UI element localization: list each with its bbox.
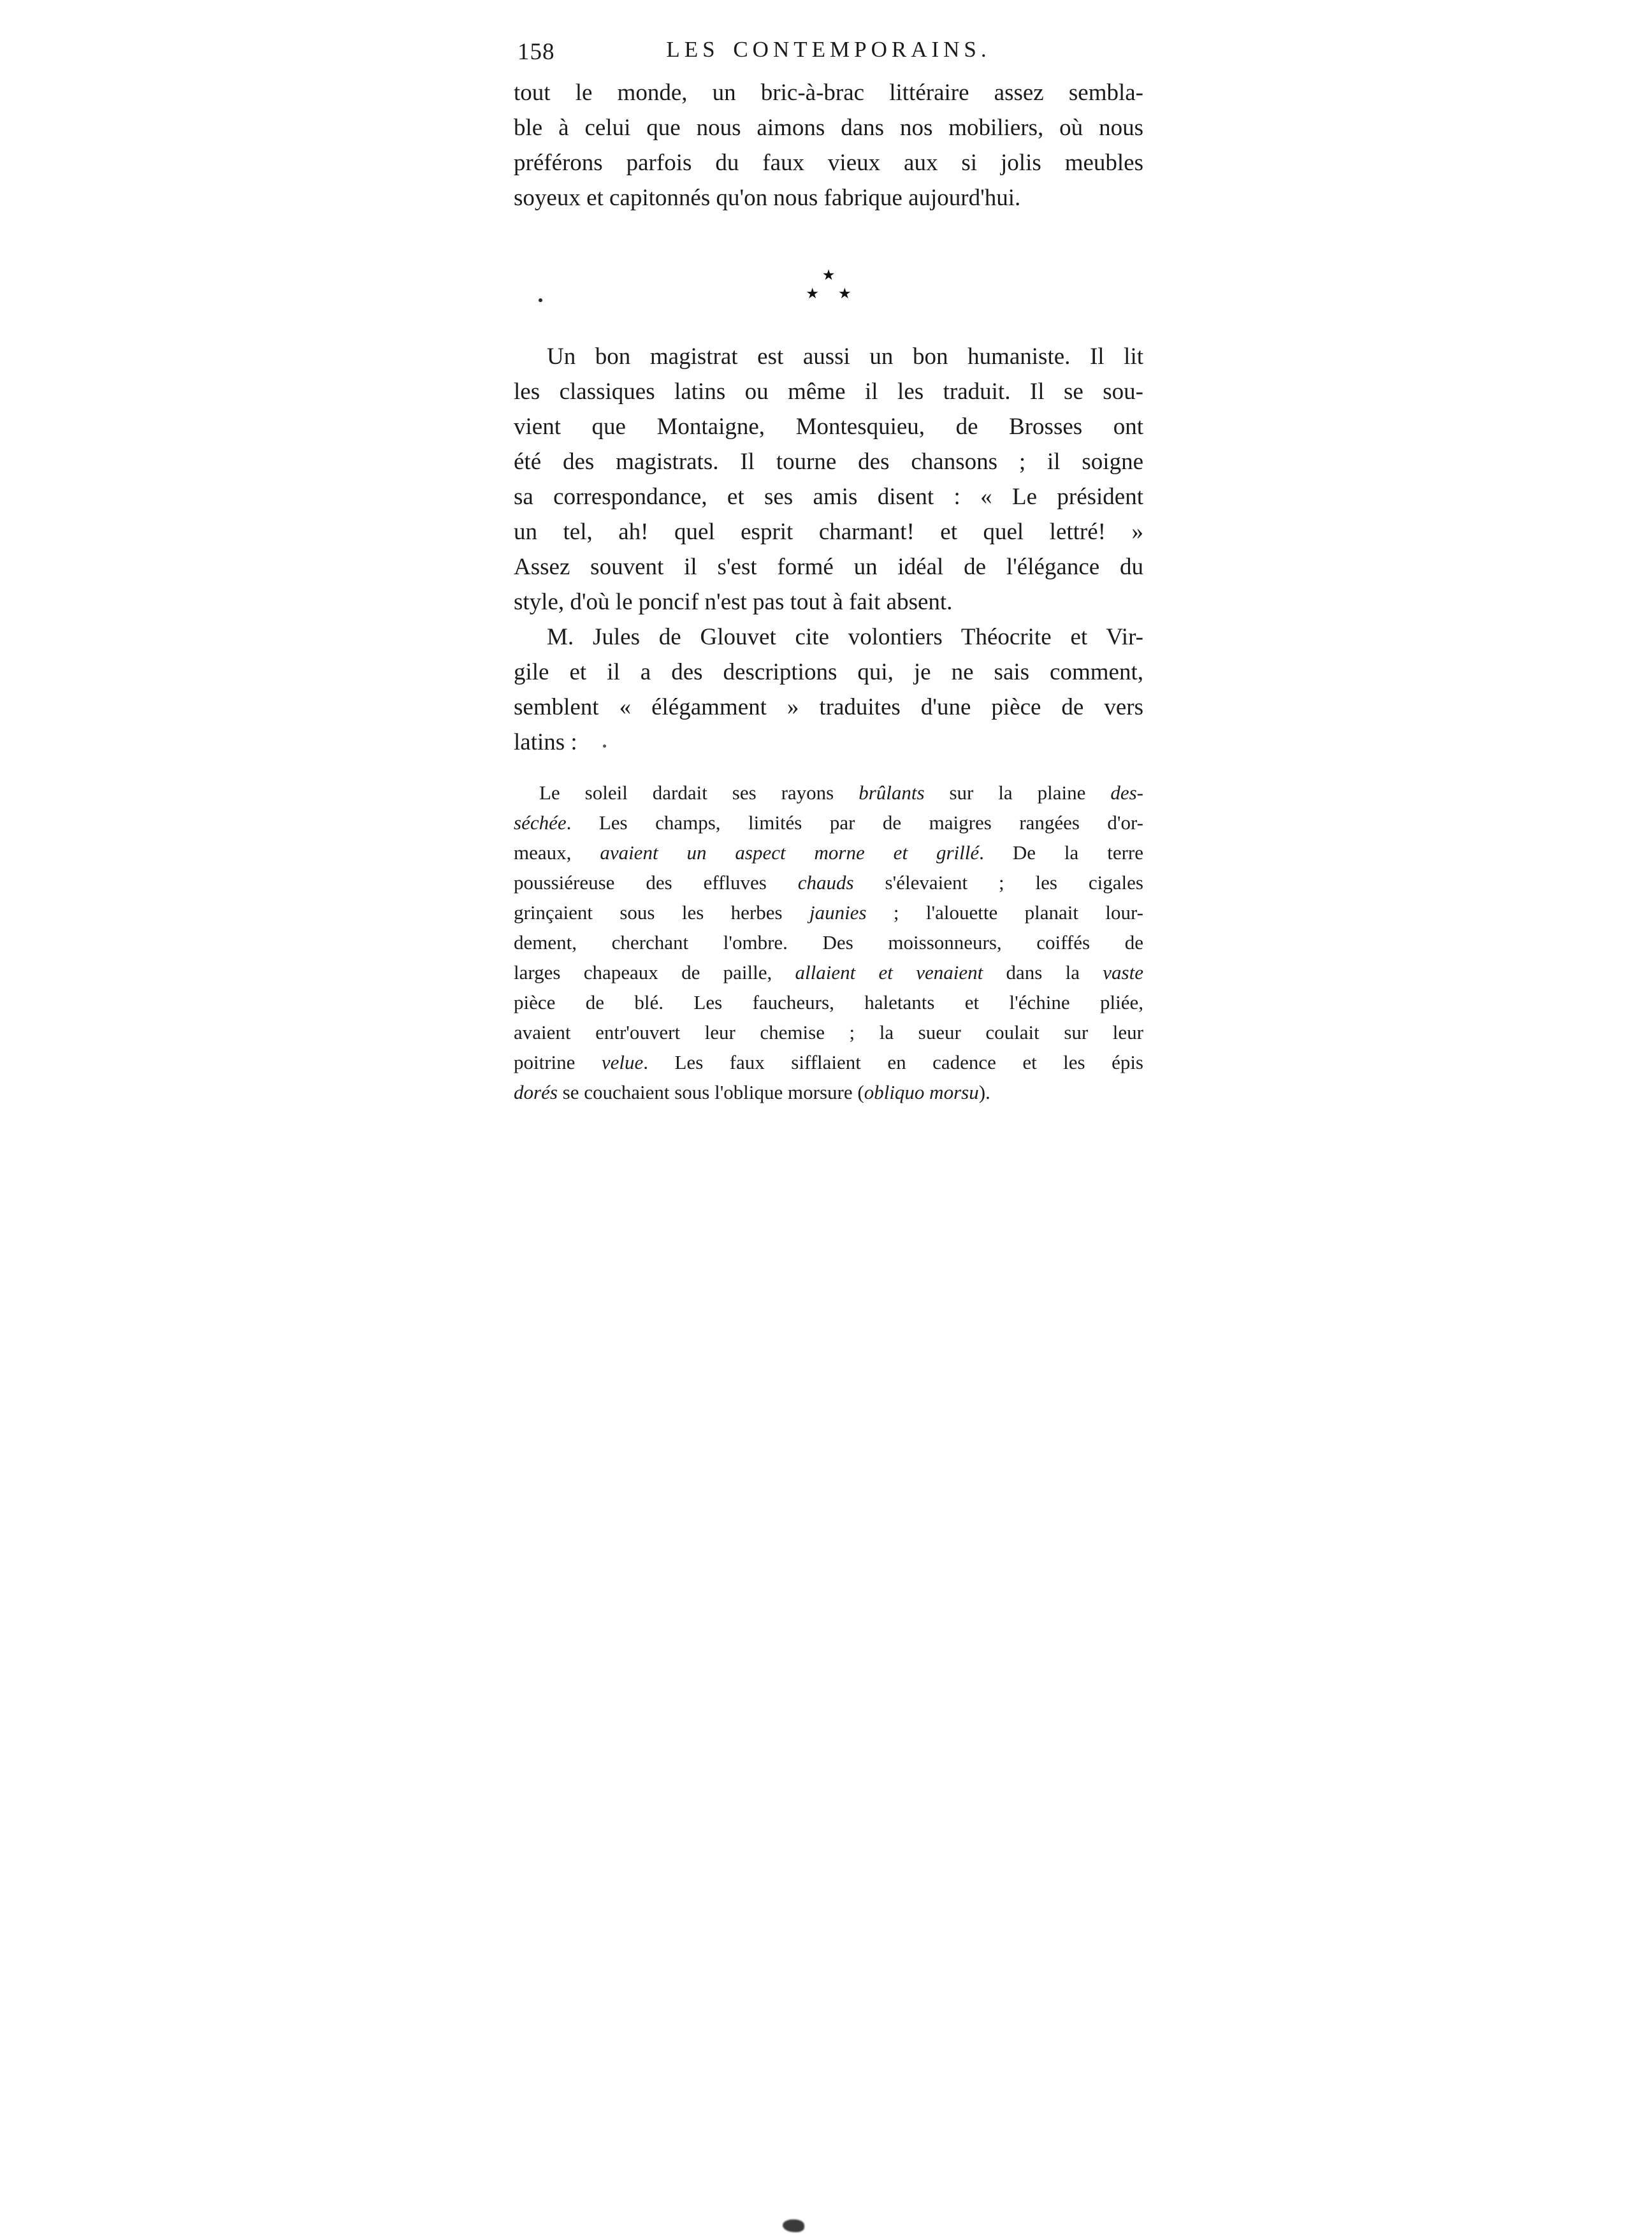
text-segment: poitrine [514,1051,602,1073]
text-segment: tout le monde, un bric-à-brac littéraire assez sembla- [514,80,1143,106]
text-line [514,549,1143,584]
italic-text: brûlants [859,781,925,804]
text-line [514,145,1143,180]
text-segment: grinçaient sous les herbes [514,901,809,924]
text-line [514,868,1143,897]
text-line [514,409,1143,444]
text-line [514,725,1143,760]
text-segment: été des magistrats. Il tourne des chansons ; il soigne [514,449,1143,475]
text-segment: Le soleil dardait ses rayons [539,781,859,804]
text-segment: les classiques latins ou même il les traduit. Il se sou- [514,379,1143,405]
text-line [514,374,1143,409]
ink-smudge [783,2219,804,2232]
text-line [514,75,1143,110]
text-line [514,690,1143,725]
text-line [514,778,1143,808]
paragraph-intro [514,75,1143,215]
text-segment: . De la terre [979,841,1143,864]
text-segment: vient que Montaigne, Montesquieu, de Brosses ont [514,414,1143,440]
text-segment: soyeux et capitonnés qu'on nous fabrique aujourd'hui. [514,185,1021,211]
italic-text: obliquo morsu [864,1081,979,1103]
text-line [514,808,1143,838]
page-number: 158 [518,39,555,65]
text-line [514,584,1143,620]
text-segment: dans la [983,961,1103,984]
star-icon: ★ [806,286,838,301]
text-segment: avaient entr'ouvert leur chemise ; la sueur coulait sur leur [514,1021,1143,1043]
text-segment: pièce de blé. Les faucheurs, haletants et l'échine pliée, [514,991,1143,1013]
italic-text: chauds [797,871,854,894]
italic-text: avaient un aspect morne et grillé [600,841,980,864]
text-line [514,620,1143,655]
text-line [514,514,1143,549]
text-segment: . Les faux sifflaient en cadence et les épis [643,1051,1144,1073]
text-segment: Un bon magistrat est aussi un bon humaniste. Il lit [547,344,1143,370]
text-line [514,1047,1143,1077]
text-segment: se couchaient sous l'oblique morsure ( [557,1081,864,1103]
running-title: LES CONTEMPORAINS. [666,37,991,62]
text-segment: gile et il a des descriptions qui, je ne sais comment, [514,659,1143,685]
text-segment: meaux, [514,841,600,864]
text-line [514,655,1143,690]
text-line [514,1077,1143,1107]
text-line [514,987,1143,1017]
paragraph-glouvet [514,620,1143,760]
ink-speck [539,298,542,302]
text-segment: semblent « élégamment » traduites d'une pièce de vers [514,694,1143,720]
star-icon: ★ [838,286,871,301]
page-header [514,37,1143,70]
text-segment: sa correspondance, et ses amis disent : « Le président [514,484,1143,510]
text-segment: un tel, ah! quel esprit charmant! et quel lettré! » [514,519,1143,545]
text-line [514,838,1143,868]
text-segment: ). [978,1081,990,1103]
text-line [514,927,1143,957]
ink-speck [603,744,606,748]
block-quote-translation [514,778,1143,1107]
text-line [514,897,1143,927]
asterism-separator [784,268,873,312]
italic-text: allaient et venaient [795,961,983,984]
text-line [514,479,1143,514]
text-segment: Assez souvent il s'est formé un idéal de l'élégance du [514,554,1143,580]
star-row-icons [784,286,873,301]
text-line [514,180,1143,215]
italic-text: vaste [1103,961,1143,984]
text-segment: sur la plaine [924,781,1111,804]
text-line [514,957,1143,987]
text-segment: style, d'où le poncif n'est pas tout à fait absent. [514,589,953,615]
text-segment: larges chapeaux de paille, [514,961,795,984]
text-segment: ble à celui que nous aimons dans nos mobiliers, où nous [514,115,1143,141]
text-line [514,1017,1143,1047]
text-segment: M. Jules de Glouvet cite volontiers Théocrite et Vir- [547,624,1143,650]
italic-text: velue [601,1051,644,1073]
text-segment: dement, cherchant l'ombre. Des moissonneurs, coiffés de [514,931,1143,954]
star-icon: ★ [822,267,836,283]
text-segment: préférons parfois du faux vieux aux si jolis meubles [514,150,1143,176]
text-segment: s'élevaient ; les cigales [853,871,1143,894]
text-segment: ; l'alouette planait lour- [866,901,1143,924]
italic-text: séchée [514,811,567,834]
italic-text: dorés [514,1081,558,1103]
text-segment: latins : [514,729,577,755]
text-line [514,339,1143,374]
text-segment: poussiéreuse des effluves [514,871,798,894]
text-segment: . Les champs, limités par de maigres rangées d'or- [566,811,1143,834]
text-line [514,110,1143,145]
italic-text: des- [1110,781,1143,804]
italic-text: jaunies [809,901,867,924]
paragraph-magistrat [514,339,1143,620]
text-line [514,444,1143,479]
